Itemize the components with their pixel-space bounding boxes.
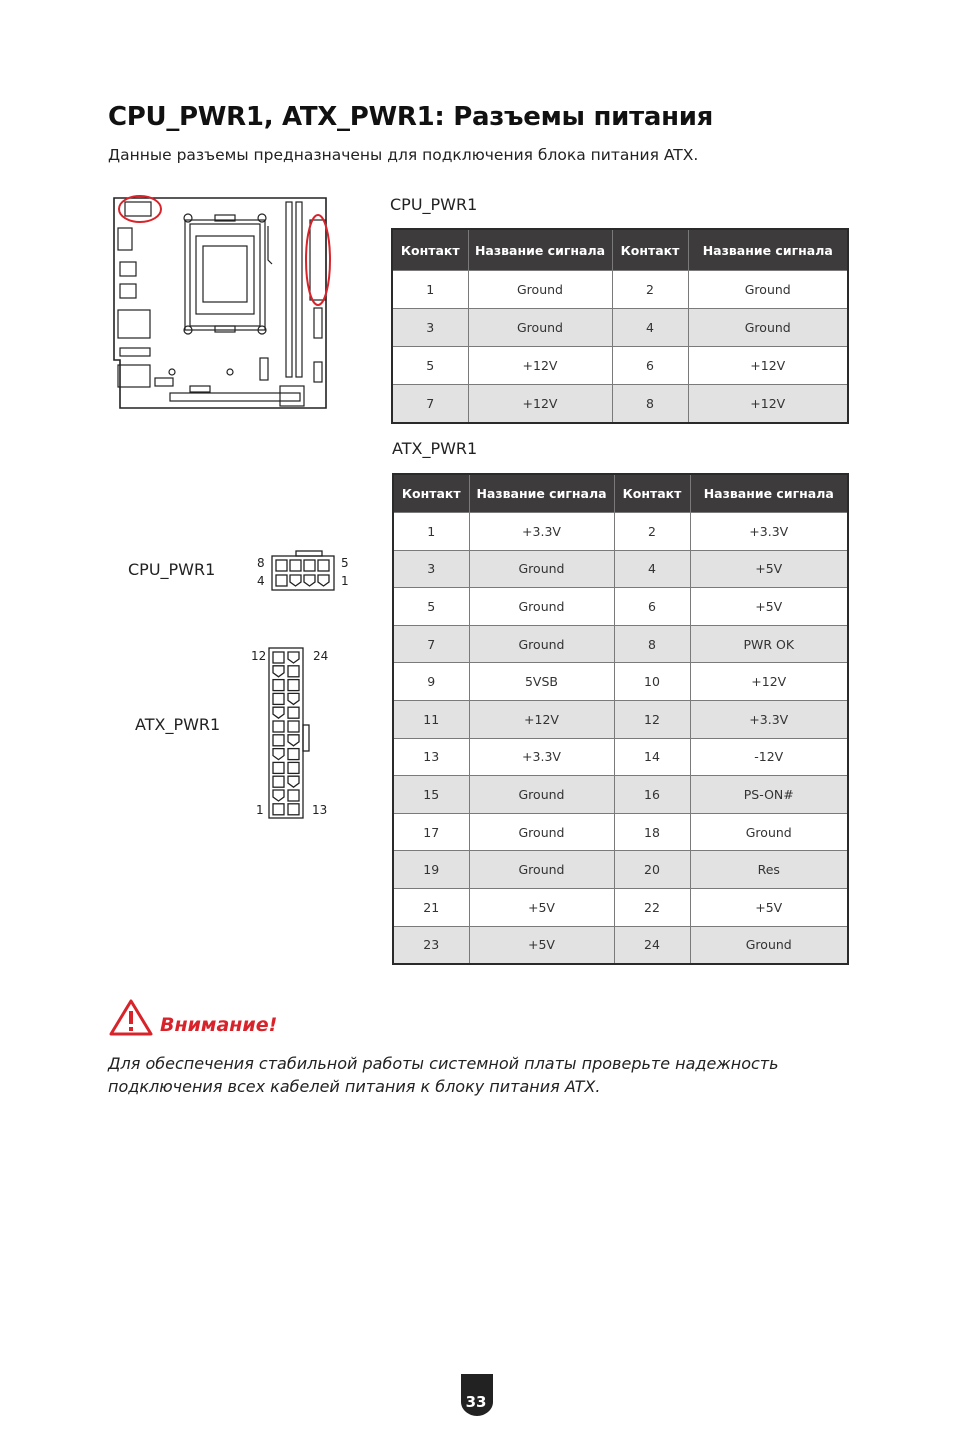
pin-cell: 11 — [393, 700, 469, 738]
pin-cell: 14 — [614, 738, 690, 776]
pin-cell: 7 — [393, 625, 469, 663]
pin-cell: 3 — [392, 309, 468, 347]
signal-cell: +12V — [469, 700, 614, 738]
header-cell: Контакт — [393, 474, 469, 513]
signal-cell: PWR OK — [690, 625, 848, 663]
signal-cell: +12V — [688, 347, 848, 385]
signal-cell: +12V — [688, 385, 848, 424]
signal-cell: Ground — [469, 588, 614, 626]
header-cell: Контакт — [614, 474, 690, 513]
table-row — [393, 588, 848, 626]
table-header-row — [392, 229, 848, 271]
warning-title: Внимание! — [160, 1014, 278, 1036]
pin-cell: 19 — [393, 851, 469, 889]
pin-cell: 3 — [393, 550, 469, 588]
signal-cell: -12V — [690, 738, 848, 776]
pin-cell: 5 — [393, 588, 469, 626]
atx-pwr1-heading: ATX_PWR1 — [392, 439, 478, 458]
signal-cell: Ground — [690, 813, 848, 851]
signal-cell: Ground — [468, 271, 612, 309]
pin-cell: 4 — [612, 309, 688, 347]
atx-connector-label: ATX_PWR1 — [135, 715, 221, 734]
signal-cell: Ground — [469, 776, 614, 814]
table-row — [393, 776, 848, 814]
table-row — [393, 513, 848, 551]
signal-cell: +5V — [469, 888, 614, 926]
signal-cell: Ground — [469, 550, 614, 588]
cpu-pwr1-table — [391, 228, 849, 424]
pin-cell: 9 — [393, 663, 469, 701]
pin-number: 1 — [256, 803, 264, 817]
pin-number: 4 — [257, 574, 265, 588]
header-cell: Контакт — [392, 229, 468, 271]
signal-cell: Ground — [690, 926, 848, 964]
pin-number: 1 — [341, 574, 349, 588]
pin-number: 24 — [313, 649, 329, 663]
pin-cell: 20 — [614, 851, 690, 889]
pin-cell: 8 — [614, 625, 690, 663]
table-header-row — [393, 474, 848, 513]
pin-cell: 6 — [612, 347, 688, 385]
page-number: 33 — [465, 1393, 487, 1411]
signal-cell: +3.3V — [690, 513, 848, 551]
pin-cell: 6 — [614, 588, 690, 626]
table-row — [392, 309, 848, 347]
header-cell: Название сигнала — [468, 229, 612, 271]
pin-cell: 24 — [614, 926, 690, 964]
atx-pwr1-table — [392, 473, 849, 965]
pin-number: 8 — [257, 556, 265, 570]
pin-cell: 1 — [392, 271, 468, 309]
signal-cell: Ground — [469, 851, 614, 889]
pin-cell: 22 — [614, 888, 690, 926]
pin-cell: 18 — [614, 813, 690, 851]
warning-text: Для обеспечения стабильной работы системной платы проверьте надежность подключения всех кабелей питания к блоку питания ATX. — [108, 1054, 779, 1096]
intro-text: Данные разъемы предназначены для подключения блока питания ATX. — [108, 146, 699, 164]
page-title: CPU_PWR1, ATX_PWR1: Разъемы питания — [108, 102, 714, 132]
table-row — [393, 813, 848, 851]
signal-cell: +5V — [690, 888, 848, 926]
cpu-connector-label: CPU_PWR1 — [128, 560, 216, 579]
cpu-pwr1-connector-diagram — [270, 548, 336, 592]
signal-cell: +3.3V — [690, 700, 848, 738]
pin-number: 13 — [312, 803, 328, 817]
pin-number: 5 — [341, 556, 349, 570]
table-row — [392, 347, 848, 385]
pin-cell: 12 — [614, 700, 690, 738]
signal-cell: Res — [690, 851, 848, 889]
cpu-pwr1-heading: CPU_PWR1 — [390, 195, 478, 214]
signal-cell: +3.3V — [469, 513, 614, 551]
table-row — [393, 700, 848, 738]
table-row — [392, 271, 848, 309]
signal-cell: Ground — [688, 271, 848, 309]
header-cell: Название сигнала — [469, 474, 614, 513]
header-cell: Название сигнала — [690, 474, 848, 513]
pin-cell: 7 — [392, 385, 468, 424]
pin-cell: 4 — [614, 550, 690, 588]
signal-cell: +5V — [690, 550, 848, 588]
signal-cell: +12V — [468, 347, 612, 385]
signal-cell: PS-ON# — [690, 776, 848, 814]
header-cell: Контакт — [612, 229, 688, 271]
table-row — [393, 625, 848, 663]
pin-cell: 21 — [393, 888, 469, 926]
pin-cell: 2 — [612, 271, 688, 309]
pin-cell: 10 — [614, 663, 690, 701]
pin-cell: 2 — [614, 513, 690, 551]
signal-cell: +5V — [469, 926, 614, 964]
warning-triangle-icon — [108, 998, 154, 1038]
pin-cell: 1 — [393, 513, 469, 551]
table-row — [393, 550, 848, 588]
signal-cell: 5VSB — [469, 663, 614, 701]
table-row — [393, 926, 848, 964]
table-row — [392, 385, 848, 424]
pin-cell: 15 — [393, 776, 469, 814]
signal-cell: Ground — [468, 309, 612, 347]
header-cell: Название сигнала — [688, 229, 848, 271]
signal-cell: Ground — [469, 625, 614, 663]
signal-cell: +5V — [690, 588, 848, 626]
table-row — [393, 663, 848, 701]
motherboard-diagram — [100, 190, 340, 415]
pin-cell: 23 — [393, 926, 469, 964]
table-row — [393, 738, 848, 776]
signal-cell: +12V — [468, 385, 612, 424]
pin-cell: 17 — [393, 813, 469, 851]
signal-cell: Ground — [688, 309, 848, 347]
pin-cell: 5 — [392, 347, 468, 385]
signal-cell: +3.3V — [469, 738, 614, 776]
pin-cell: 16 — [614, 776, 690, 814]
table-row — [393, 851, 848, 889]
pin-cell: 8 — [612, 385, 688, 424]
pin-number: 12 — [251, 649, 267, 663]
table-row — [393, 888, 848, 926]
signal-cell: Ground — [469, 813, 614, 851]
atx-pwr1-connector-diagram — [266, 645, 316, 821]
signal-cell: +12V — [690, 663, 848, 701]
pin-cell: 13 — [393, 738, 469, 776]
